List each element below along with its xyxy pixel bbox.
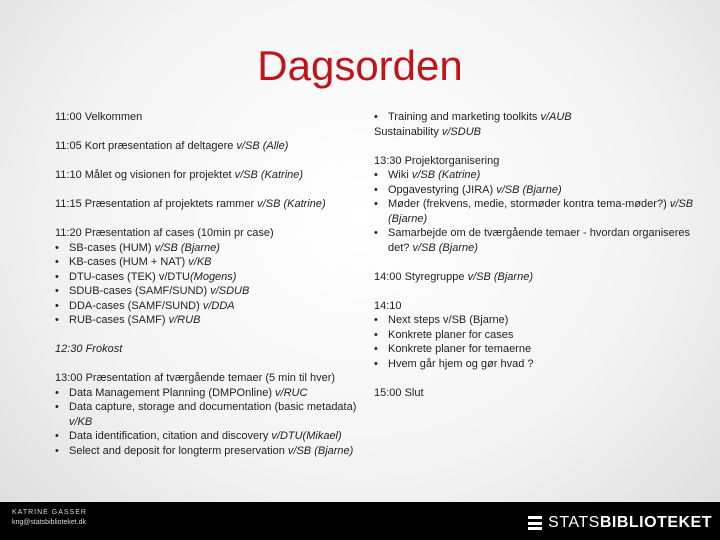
list-item: • DTU-cases (TEK) v/DTU(Mogens) (55, 270, 365, 285)
agenda-item-end: 15:00 Slut (374, 386, 424, 399)
agenda-left-column (55, 110, 365, 458)
list-item: • Konkrete planer for temaerne (374, 342, 704, 357)
list-item: • Next steps v/SB (Bjarne) (374, 313, 704, 328)
list-item: • Select and deposit for longterm preservation v/SB (Bjarne) (55, 444, 365, 459)
page-title: Dagsorden (257, 42, 463, 89)
list-item: • Data capture, storage and documentation (basic metadata) v/KB (55, 400, 365, 429)
list-item: • Samarbejde om de tværgående temaer - hvordan organiseres det? v/SB (Bjarne) (374, 226, 704, 255)
logo-stripes-icon (528, 516, 542, 530)
agenda-item-next: 14:10 (374, 299, 402, 312)
list-item: • Data identification, citation and discovery v/DTU(Mikael) (55, 429, 365, 444)
agenda-item-lunch: 12:30 Frokost (55, 343, 123, 355)
footer-bar (0, 502, 720, 540)
agenda-item-welcome: 11:00 Velkommen (55, 111, 143, 123)
footer-name: KATRINE GASSER (12, 509, 87, 516)
agenda-item-framework: 11:15 Præsentation af projektets rammer v/SB (Katrine) (55, 198, 326, 210)
agenda-item-presentation: 11:05 Kort præsentation af deltagere v/SB (Alle) (55, 140, 289, 152)
list-item: • Opgavestyring (JIRA) v/SB (Bjarne) (374, 183, 704, 198)
agenda-right-column (374, 110, 704, 400)
list-item: • Hvem går hjem og gør hvad ? (374, 357, 704, 372)
list-item: • DDA-cases (SAMF/SUND) v/DDA (55, 299, 365, 314)
agenda-item-sustainability: Sustainability v/SDUB (374, 125, 481, 138)
agenda-item-cases: 11:20 Præsentation af cases (10min pr case) (55, 227, 274, 239)
list-item: • Training and marketing toolkits v/AUB (374, 110, 704, 125)
agenda-item-themes: 13:00 Præsentation af tværgående temaer (5 min til hver) (55, 372, 336, 384)
list-item: • SDUB-cases (SAMF/SUND) v/SDUB (55, 284, 365, 299)
footer-email: kng@statsbiblioteket.dk (12, 519, 87, 526)
statsbiblioteket-logo: STATSBIBLIOTEKET (528, 512, 712, 534)
agenda-item-organisation: 13:30 Projektorganisering (374, 154, 500, 167)
list-item: • KB-cases (HUM + NAT) v/KB (55, 255, 365, 270)
list-item: • Konkrete planer for cases (374, 328, 704, 343)
agenda-item-goal: 11:10 Målet og visionen for projektet v/SB (Katrine) (55, 169, 304, 181)
list-item: • Møder (frekvens, medie, stormøder kontra tema-møder?) v/SB (Bjarne) (374, 197, 704, 226)
list-item: • SB-cases (HUM) v/SB (Bjarne) (55, 241, 365, 256)
list-item: • RUB-cases (SAMF) v/RUB (55, 313, 365, 328)
list-item: • Wiki v/SB (Katrine) (374, 168, 704, 183)
list-item: • Data Management Planning (DMPOnline) v/RUC (55, 386, 365, 401)
agenda-item-steering: 14:00 Styregruppe v/SB (Bjarne) (374, 270, 533, 283)
